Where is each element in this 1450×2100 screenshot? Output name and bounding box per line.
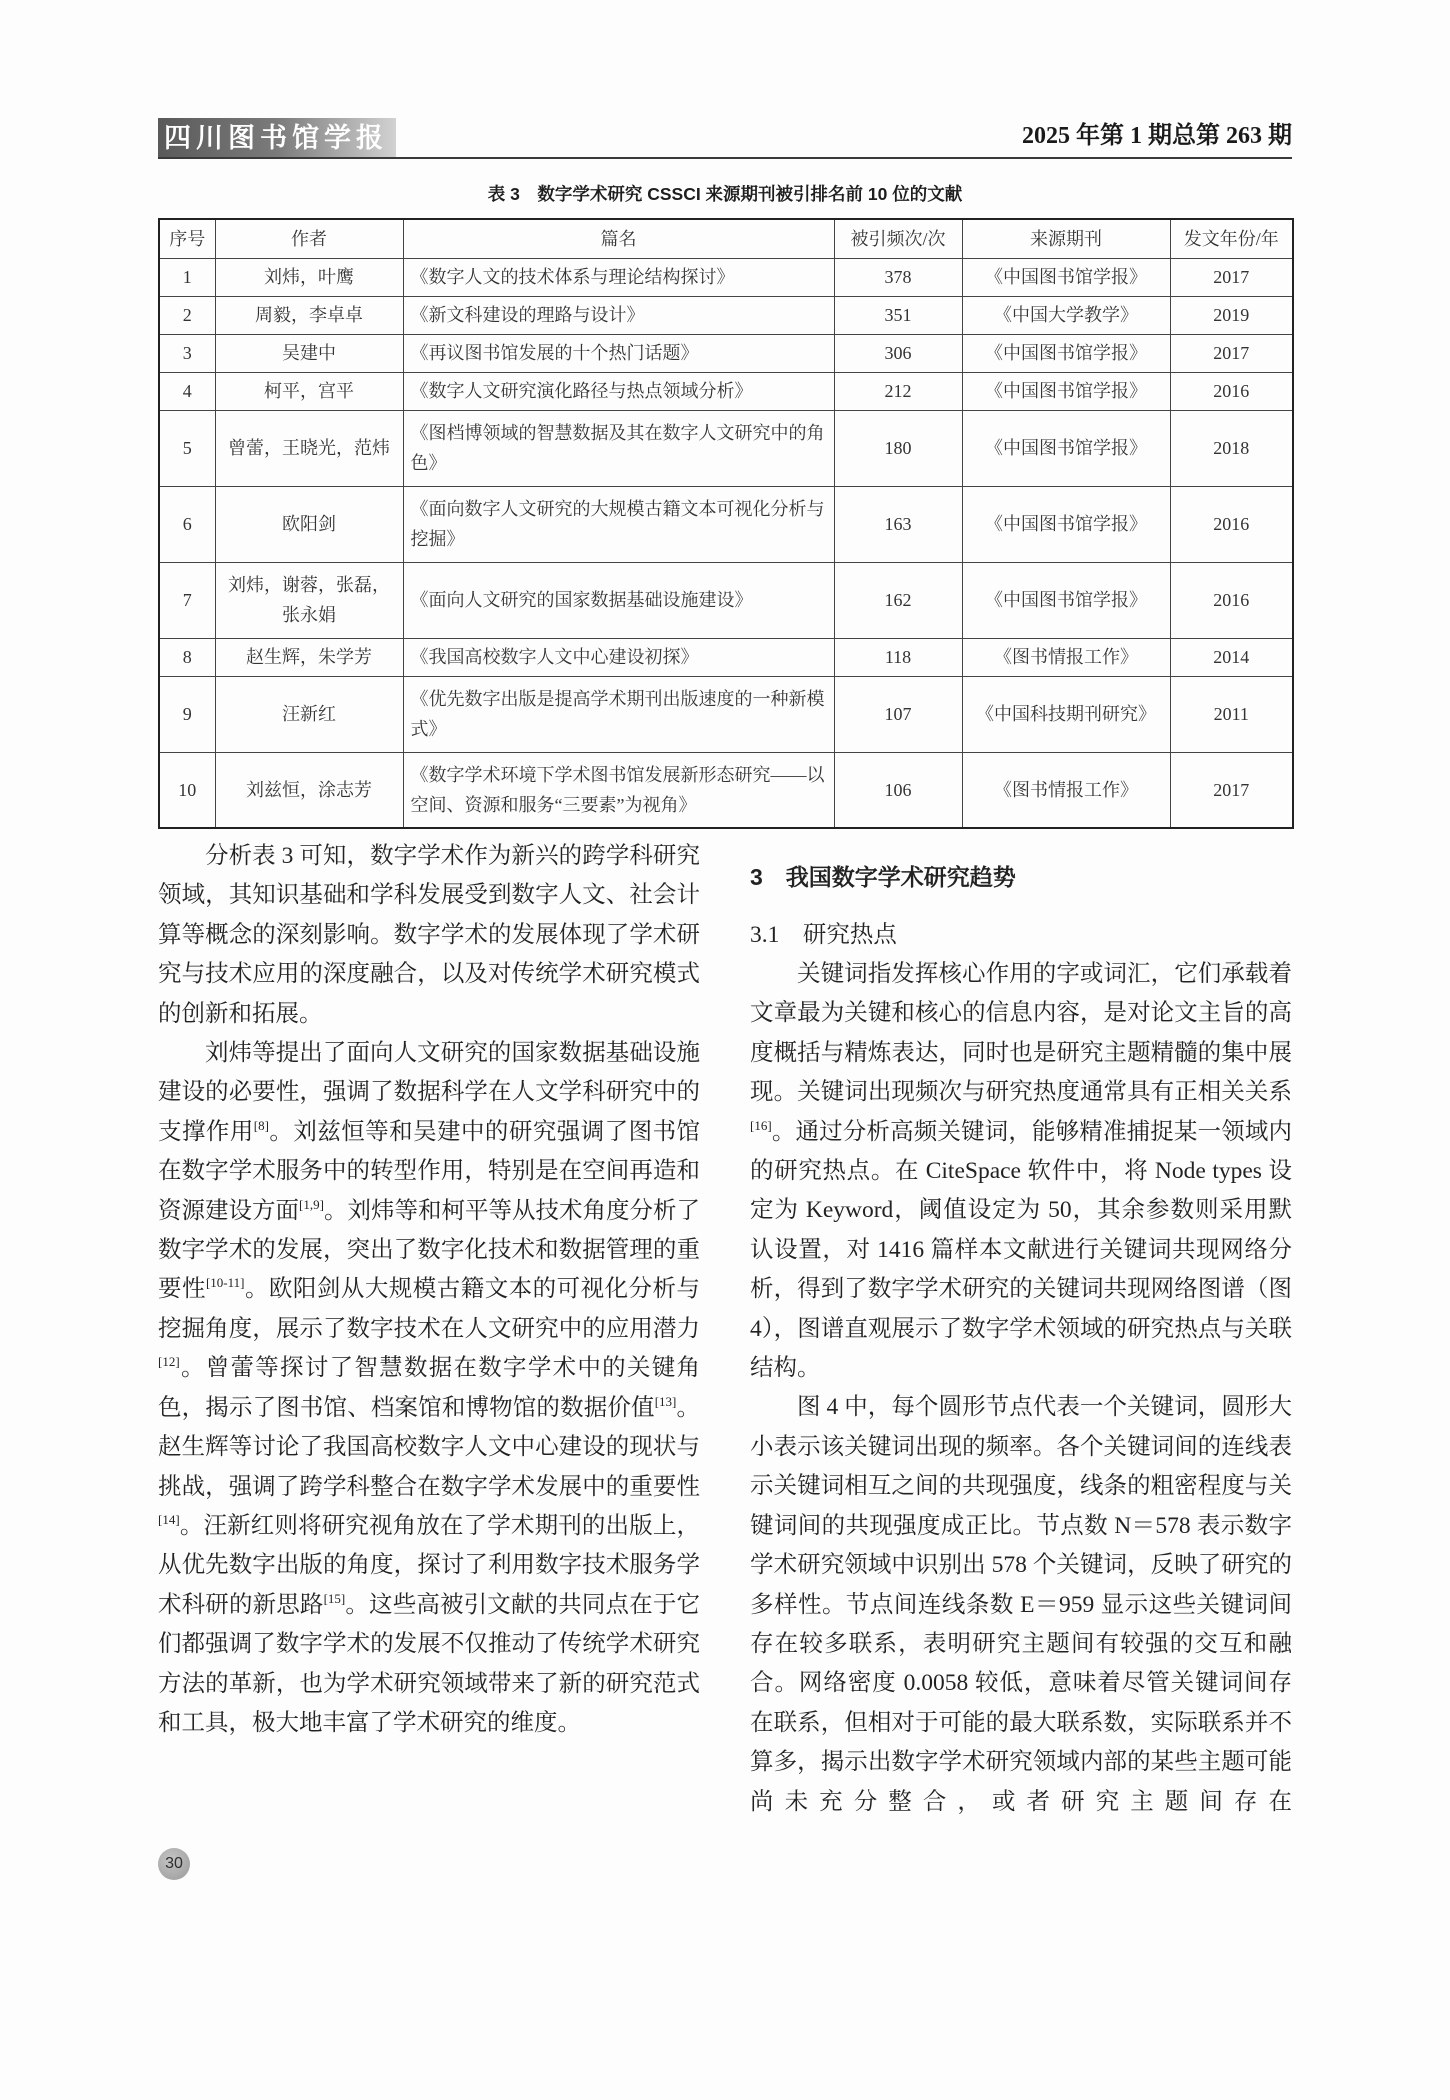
cell-journal: 《中国图书馆学报》 [962, 334, 1170, 372]
left-text-column [158, 837, 700, 1743]
paragraph-text: 刘炜等提出了面向人文研究的国家数据基础设施建设的必要性，强调了数据科学在人文学科研究中的支撑作用 [158, 1040, 700, 1145]
cell-journal: 《中国图书馆学报》 [962, 258, 1170, 296]
cell-journal: 《中国大学教学》 [962, 296, 1170, 334]
cell-index: 3 [159, 334, 215, 372]
paragraph-text: 。通过分析高频关键词，能够精准捕捉某一领域内的研究热点。在 CiteSpace 软件中，将 Node types 设定为 Keyword，阈值设定为 50，其余参数则采用默认设置，对 1416 篇样本文献进行关键词共现网络分析，得到了数字学术研究的关键词共现网络图谱（图 4），图谱直观展示了数字学术领域的研究热点与关联结构。 [750, 1118, 1292, 1382]
paragraph-text: 。刘兹恒等和吴建中的研究强调了图书馆在数字学术服务中的转型作用，特别是在空间再造和资源建设方面 [158, 1118, 701, 1224]
cell-journal: 《中国图书馆学报》 [962, 562, 1170, 638]
cell-index: 6 [159, 486, 215, 562]
cell-index: 9 [159, 676, 215, 752]
cell-year: 2016 [1170, 372, 1293, 410]
cell-authors: 吴建中 [215, 334, 403, 372]
cell-citations: 351 [834, 296, 962, 334]
cell-index: 1 [159, 258, 215, 296]
cell-authors: 汪新红 [215, 676, 403, 752]
cell-title: 《优先数字出版是提高学术期刊出版速度的一种新模式》 [403, 676, 834, 752]
cell-index: 7 [159, 562, 215, 638]
paragraph-text: 。刘炜等和柯平等从技术角度分析了数字学术的发展，突出了数字化技术和数据管理的重要性 [158, 1197, 701, 1303]
table-row [159, 638, 1293, 676]
cell-title: 《面向数字人文研究的大规模古籍文本可视化分析与挖掘》 [403, 486, 834, 562]
cell-title: 《图档博领域的智慧数据及其在数字人文研究中的角色》 [403, 410, 834, 486]
cell-index: 8 [159, 638, 215, 676]
cell-authors: 赵生辉，朱学芳 [215, 638, 403, 676]
cell-journal: 《中国图书馆学报》 [962, 410, 1170, 486]
cell-year: 2014 [1170, 638, 1293, 676]
header-rule [158, 157, 1292, 159]
cell-citations: 106 [834, 752, 962, 828]
paragraph-text: 。曾蕾等探讨了智慧数据在数字学术中的关键角色，揭示了图书馆、档案馆和博物馆的数据价值 [158, 1355, 700, 1421]
cell-year: 2016 [1170, 486, 1293, 562]
table-caption: 表 3 数字学术研究 CSSCI 来源期刊被引排名前 10 位的文献 [487, 184, 963, 204]
subsection-heading: 3.1 研究热点 [750, 922, 897, 948]
cell-citations: 107 [834, 676, 962, 752]
cell-citations: 118 [834, 638, 962, 676]
cell-citations: 163 [834, 486, 962, 562]
cell-citations: 378 [834, 258, 962, 296]
paragraph-text: 图 4 中，每个圆形节点代表一个关键词，圆形大小表示该关键词出现的频率。各个关键词间的连线表示关键词相互之间的共现强度，线条的粗密程度与关键词间的共现强度成正比。节点数 N＝578 表示数字学术研究领域中识别出 578 个关键词，反映了研究的多样性。节点间连线条数 E＝959 显示这些关键词间存在较多联系，表明研究主题间有较强的交互和融合。网络密度 0.0058 较低，意味着尽管关键词间存在联系，但相对于可能的最大联系数，实际联系并不算多，揭示出数字学术研究领域内部的某些主题可能尚未充分整合，或者研究主题间存在 [750, 1394, 1292, 1815]
cell-index: 2 [159, 296, 215, 334]
section-heading: 3 我国数字学术研究趋势 [750, 864, 1016, 890]
paragraph-text: 。赵生辉等讨论了我国高校数字人文中心建设的现状与挑战，强调了跨学科整合在数字学术发展中的重要性 [158, 1394, 701, 1500]
page-number: 30 [158, 1848, 190, 1880]
column-header-title: 篇名 [403, 219, 834, 258]
journal-name-banner: 四川图书馆学报 [158, 118, 396, 158]
paragraph-text: 分析表 3 可知，数字学术作为新兴的跨学科研究领域，其知识基础和学科发展受到数字人文、社会计算等概念的深刻影响。数字学术的发展体现了学术研究与技术应用的深度融合，以及对传统学术研究模式的创新和拓展。 [158, 843, 700, 1027]
table-row [159, 562, 1293, 638]
cell-authors: 刘炜，谢蓉，张磊，张永娟 [215, 562, 403, 638]
cell-index: 10 [159, 752, 215, 828]
column-header-index: 序号 [159, 219, 215, 258]
citation-marker: [10-11] [205, 1275, 245, 1291]
cell-authors: 曾蕾，王晓光，范炜 [215, 410, 403, 486]
cell-citations: 162 [834, 562, 962, 638]
table-row [159, 334, 1293, 372]
cell-year: 2018 [1170, 410, 1293, 486]
table-row [159, 296, 1293, 334]
cell-citations: 306 [834, 334, 962, 372]
table-row [159, 486, 1293, 562]
cell-authors: 柯平，宫平 [215, 372, 403, 410]
table-row [159, 372, 1293, 410]
body-paragraph [750, 1388, 1292, 1821]
body-paragraph [158, 837, 700, 1034]
cell-index: 4 [159, 372, 215, 410]
paragraph-text: 。这些高被引文献的共同点在于它们都强调了数字学术的发展不仅推动了传统学术研究方法的革新，也为学术研究领域带来了新的研究范式和工具，极大地丰富了学术研究的维度。 [158, 1591, 701, 1736]
cell-authors: 刘兹恒，涂志芳 [215, 752, 403, 828]
cell-journal: 《中国图书馆学报》 [962, 372, 1170, 410]
cell-year: 2019 [1170, 296, 1293, 334]
cell-citations: 180 [834, 410, 962, 486]
cell-title: 《数字人文的技术体系与理论结构探讨》 [403, 258, 834, 296]
citation-marker: [16] [750, 1117, 772, 1133]
cell-authors: 周毅，李卓卓 [215, 296, 403, 334]
cell-title: 《数字人文研究演化路径与热点领域分析》 [403, 372, 834, 410]
right-text-column [750, 857, 1292, 1822]
citation-ranking-table [158, 218, 1294, 829]
cell-year: 2017 [1170, 258, 1293, 296]
citation-marker: [12] [158, 1354, 180, 1370]
citation-marker: [13] [654, 1393, 677, 1409]
paragraph-text: 关键词指发挥核心作用的字或词汇，它们承载着文章最为关键和核心的信息内容，是对论文主旨的高度概括与精炼表达，同时也是研究主题精髓的集中展现。关键词出现频次与研究热度通常具有正相关关系 [750, 961, 1292, 1106]
cell-authors: 刘炜，叶鹰 [215, 258, 403, 296]
body-paragraph [750, 955, 1292, 1388]
table-row [159, 752, 1293, 828]
column-header-authors: 作者 [215, 219, 403, 258]
cell-year: 2016 [1170, 562, 1293, 638]
cell-authors: 欧阳剑 [215, 486, 403, 562]
citation-marker: [1,9] [299, 1196, 324, 1212]
cell-year: 2011 [1170, 676, 1293, 752]
citation-marker: [14] [158, 1512, 180, 1528]
citation-marker: [15] [323, 1590, 346, 1606]
paragraph-text: 。欧阳剑从大规模古籍文本的可视化分析与挖掘角度，展示了数字技术在人文研究中的应用潜力 [158, 1276, 701, 1342]
cell-journal: 《图书情报工作》 [962, 638, 1170, 676]
column-header-citations: 被引频次/次 [834, 219, 962, 258]
cell-journal: 《中国图书馆学报》 [962, 486, 1170, 562]
column-header-journal: 来源期刊 [962, 219, 1170, 258]
table-row [159, 410, 1293, 486]
column-header-year: 发文年份/年 [1170, 219, 1293, 258]
cell-journal: 《中国科技期刊研究》 [962, 676, 1170, 752]
paragraph-text: 。汪新红则将研究视角放在了学术期刊的出版上，从优先数字出版的角度，探讨了利用数字技术服务学术科研的新思路 [158, 1512, 700, 1618]
cell-year: 2017 [1170, 752, 1293, 828]
table-header-row [159, 219, 1293, 258]
table-row [159, 258, 1293, 296]
cell-title: 《面向人文研究的国家数据基础设施建设》 [403, 562, 834, 638]
cell-title: 《数字学术环境下学术图书馆发展新形态研究——以空间、资源和服务“三要素”为视角》 [403, 752, 834, 828]
cell-citations: 212 [834, 372, 962, 410]
citation-marker: [8] [253, 1118, 269, 1134]
issue-info: 2025 年第 1 期总第 263 期 [1022, 123, 1292, 149]
cell-title: 《新文科建设的理路与设计》 [403, 296, 834, 334]
cell-journal: 《图书情报工作》 [962, 752, 1170, 828]
cell-index: 5 [159, 410, 215, 486]
cell-year: 2017 [1170, 334, 1293, 372]
table-row [159, 676, 1293, 752]
cell-title: 《我国高校数字人文中心建设初探》 [403, 638, 834, 676]
cell-title: 《再议图书馆发展的十个热门话题》 [403, 334, 834, 372]
body-paragraph [158, 1034, 700, 1743]
